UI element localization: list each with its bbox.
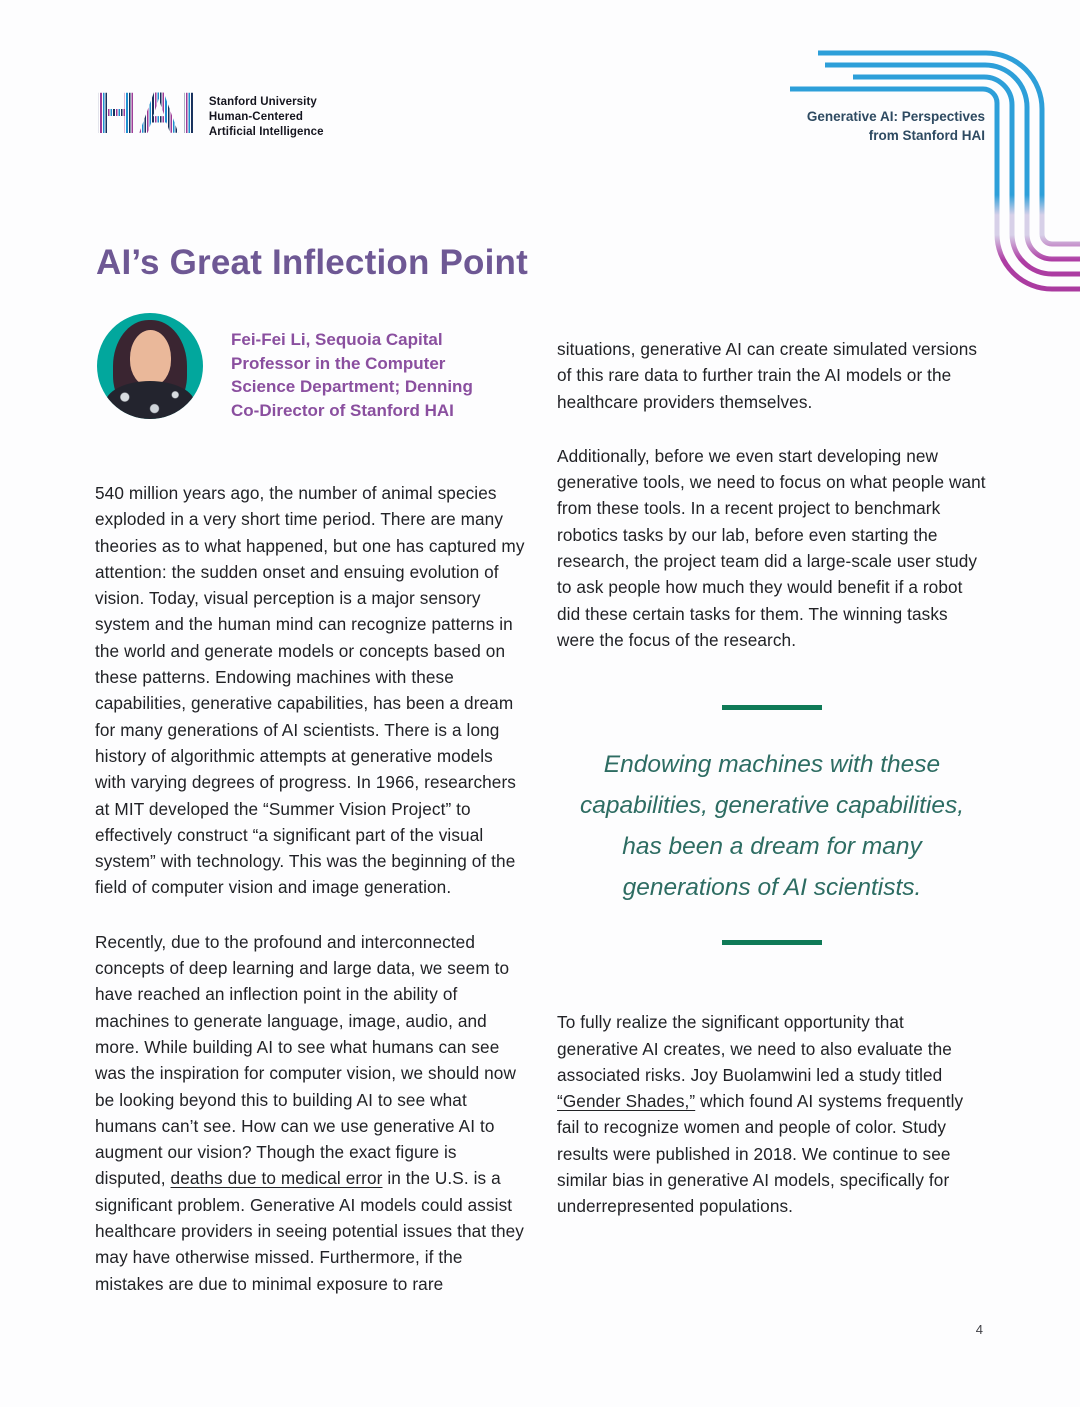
- avatar-scarf-shape: [105, 381, 195, 419]
- paragraph-risks-after-link: which found AI systems frequently fail to recognize women and people of color. Study results were published in 2018. We continue to see similar bias in generative AI models, specifically for underrepresented populations.: [557, 1091, 964, 1217]
- pull-quote-block: [557, 705, 987, 945]
- page-number: 4: [975, 1322, 983, 1337]
- paragraph-inflection-point: [95, 929, 525, 1297]
- avatar-face-shape: [130, 330, 171, 386]
- pull-quote-top-rule: [722, 705, 822, 710]
- author-caption: [231, 313, 473, 422]
- paragraph-inflection-before-link: Recently, due to the profound and interconnected concepts of deep learning and large data, we seem to have reached an inflection point in the ability of machines to generate language, image, audio, and more. While building AI to see what humans can see was the inspiration for computer vision, we should now be looking beyond this to building AI to see what humans can’t see. How can we use generative AI to augment our vision? Though the exact figure is disputed,: [95, 931, 516, 1189]
- left-column: [95, 480, 525, 1325]
- paragraph-user-study: Additionally, before we even start developing new generative tools, we need to focus on what people want from these tools. In a recent project to benchmark robotics tasks by our lab, before even starting the research, the project team did a large-scale user study to ask people how much they would benefit if a robot did these certain tasks for them. The winning tasks were the focus of the research.: [557, 445, 986, 650]
- paragraph-risks: [557, 1009, 987, 1219]
- paragraph-simulated-data: situations, generative AI can create simulated versions of this rare data to further train the AI models or the healthcare providers themselves.: [557, 339, 978, 412]
- pull-quote-bottom-rule: [722, 940, 822, 945]
- page-title: AI’s Great Inflection Point: [96, 243, 528, 282]
- right-column: [557, 336, 987, 1248]
- paragraph-origin-of-vision: 540 million years ago, the number of animal species exploded in a very short time period. There are many theories as to what happened, but one has captured my attention: the sudden onset and ensuing evolution of vision. Today, visual perception is a major sensory system and the human mind can recognize patterns in the world and generate models or concepts based on these patterns. Endowing machines with these capabilities, generative capabilities, has been a dream for many generations of AI scientists. There is a long history of algorithmic attempts at generative models with varying degrees of progress. In 1966, researchers at MIT developed the “Summer Vision Project” to effectively construct “a significant part of the visual system” with technology. This was the beginning of the field of computer vision and image generation.: [95, 483, 525, 898]
- pull-quote-text: Endowing machines with these capabilities, generative capabilities, has been a dream for many generations of AI scientists.: [579, 751, 965, 902]
- author-avatar: [97, 313, 203, 419]
- edition-line-1: Generative AI: Perspectives: [806, 109, 985, 124]
- edition-title: [807, 107, 985, 145]
- ribbon-lines-icon: [790, 45, 1080, 297]
- author-caption-line-2: Professor in the Computer: [231, 353, 446, 373]
- paragraph-risks-before-link: To fully realize the significant opportunity that generative AI creates, we need to also evaluate the associated risks. Joy Buolamwini led a study titled: [557, 1012, 952, 1085]
- gender-shades-link[interactable]: “Gender Shades,”: [557, 1091, 696, 1112]
- hai-logo-wordmark: [209, 86, 324, 140]
- medical-error-link[interactable]: deaths due to medical error: [170, 1168, 383, 1189]
- logo-line-1: Stanford University: [208, 96, 317, 108]
- author-caption-line-1: Fei-Fei Li, Sequoia Capital: [231, 330, 443, 349]
- hai-logo: [95, 81, 324, 146]
- logo-line-3: Artificial Intelligence: [208, 126, 324, 138]
- author-caption-line-4: Co-Director of Stanford HAI: [231, 400, 454, 420]
- author-caption-line-3: Science Department; Denning: [231, 377, 473, 396]
- author-block: [97, 313, 527, 422]
- paragraph-inflection-after-link: in the U.S. is a significant problem. Generative AI models could assist healthcare providers in seeing potential issues that they may have otherwise missed. Furthermore, if the mistakes are due to minimal exposure to rare: [95, 1168, 524, 1294]
- logo-line-2: Human-Centered: [208, 111, 303, 123]
- hai-logo-icon: HAI: [95, 81, 198, 146]
- edition-line-2: from Stanford HAI: [868, 128, 985, 143]
